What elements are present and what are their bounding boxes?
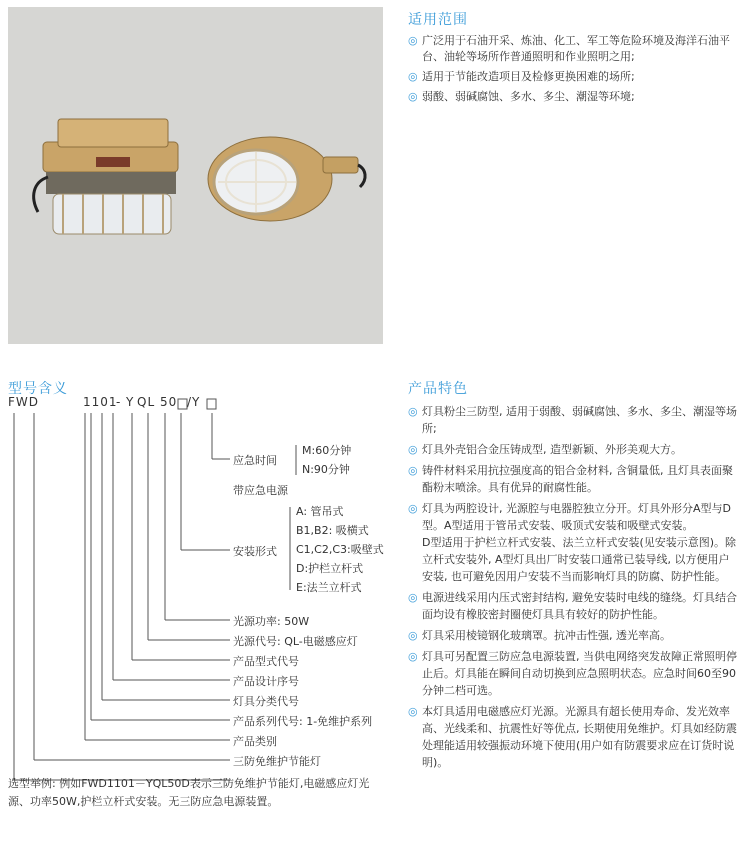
bullet-icon: ◎ (408, 34, 418, 47)
features-list (408, 403, 740, 775)
source-code-label: 光源代号: QL-电磁感应灯 (233, 635, 358, 648)
bullet-icon: ◎ (408, 70, 418, 83)
name-label: 三防免维护节能灯 (233, 755, 321, 768)
lamp-d-type (208, 137, 365, 221)
bullet-icon: ◎ (408, 464, 418, 477)
code-50: 50 (160, 395, 178, 409)
code-1101: 1101 (83, 395, 118, 409)
emergency-time-m: M:60分钟 (302, 444, 352, 457)
design-seq-label: 产品设计序号 (233, 675, 299, 688)
list-item: ◎ 广泛用于石油开采、炼油、化工、军工等危险环境及海洋石油平台、油轮等场所作普通照明和作业照明之用; (408, 34, 730, 63)
install-option-d: D:护栏立杆式 (296, 562, 364, 575)
category-label: 产品类别 (233, 735, 277, 748)
bullet-icon: ◎ (408, 650, 418, 663)
application-title: 适用范围 (408, 12, 468, 28)
list-item: ◎ 灯具采用棱镜钢化玻璃罩。抗冲击性强, 透光率高。 (408, 629, 671, 642)
list-item: ◎ 弱酸、弱碱腐蚀、多水、多尘、潮湿等环境; (408, 90, 635, 103)
series-code-label: 产品系列代号: 1-免维护系列 (233, 715, 373, 728)
emergency-time-label: 应急时间 (233, 454, 277, 467)
d-type-note: D型适用于护栏立杆式安装、法兰立杆式安装(见安装示意图)。除立杆式安装外, A型灯具出厂时安装口通常已装导线, 以方便用户安装, 也可避免因用户安装不当而影响灯具的防腐、防护性能。 (422, 536, 737, 583)
install-option-c: C1,C2,C3:吸壁式 (296, 543, 384, 556)
emergency-power-label: 带应急电源 (233, 484, 288, 497)
model-title: 型号含义 (8, 381, 68, 397)
code-ql: QL (137, 395, 156, 409)
bullet-icon: ◎ (408, 502, 418, 515)
install-option-b: B1,B2: 吸横式 (296, 524, 369, 537)
model-code-diagram (0, 395, 395, 785)
bullet-icon: ◎ (408, 90, 418, 103)
product-photo (8, 7, 383, 344)
bullet-icon: ◎ (408, 629, 418, 642)
code-slash-y: /Y (187, 395, 201, 409)
list-item: ◎ 灯具可另配置三防应急电源装置, 当供电网络突发故障正常照明停止后。灯具能在瞬间自动切换到应急照明状态。应急时间60至90分钟二档可选。 (408, 650, 737, 697)
list-item: ◎ 灯具外壳铝合金压铸成型, 造型新颖、外形美观大方。 (408, 443, 682, 456)
code-y: Y (126, 395, 135, 409)
lamp-illustration (8, 7, 383, 344)
power-label: 光源功率: 50W (233, 615, 310, 628)
form-code-label: 产品型式代号 (233, 655, 299, 668)
list-item: ◎ 灯具为两腔设计, 光源腔与电器腔独立分开。灯具外形分A型与D型。A型适用于管吊式安装、吸顶式安装和吸壁式安装。 D型适用于护栏立杆式安装、法兰立杆式安装(见安装示意图)。除立杆式安装外, A型灯具出厂时安装口通常已装导线, 以方便用户安装, 也可避免因用户安装不当而影响灯具的防腐、防护性能。 (408, 502, 737, 583)
list-item: ◎ 适用于节能改造项目及检修更换困难的场所; (408, 70, 635, 83)
emergency-time-n: N:90分钟 (302, 463, 350, 476)
code-fwd: FWD (8, 395, 40, 409)
code-dash: - (116, 395, 122, 409)
bullet-icon: ◎ (408, 405, 418, 418)
bullet-icon: ◎ (408, 443, 418, 456)
selection-example: 选型举例: 例如FWD1101－YQL50D表示三防免维护节能灯,电磁感应灯光源、功率50W,护栏立杆式安装。无三防应急电源装置。 (8, 777, 370, 808)
bullet-icon: ◎ (408, 705, 418, 718)
list-item: ◎ 灯具粉尘三防型, 适用于弱酸、弱碱腐蚀、多水、多尘、潮湿等场所; (408, 405, 737, 435)
application-list (408, 33, 738, 109)
list-item: ◎ 本灯具适用电磁感应灯光源。光源具有超长使用寿命、发光效率高、光线柔和、抗震性好等优点, 长期使用免维护。灯具如经防震处理能适用较强振动环境下使用(用户如有防震要求应在订货时说明)。 (408, 705, 737, 769)
install-option-e: E:法兰立杆式 (296, 581, 362, 594)
lamp-a-type (34, 119, 178, 234)
features-title: 产品特色 (408, 381, 468, 397)
list-item: ◎ 铸件材料采用抗拉强度高的铝合金材料, 含铜量低, 且灯具表面聚酯粉末喷涂。具有优异的耐腐性能。 (408, 464, 733, 494)
bullet-icon: ◎ (408, 591, 418, 604)
list-item: ◎ 电源进线采用内压式密封结构, 避免安装时电线的缝绕。灯具结合面均设有橡胶密封圈使灯具具有较好的防护性能。 (408, 591, 737, 621)
class-code-label: 灯具分类代号 (233, 695, 299, 708)
install-form-label: 安装形式 (233, 545, 277, 558)
install-option-a: A: 管吊式 (296, 505, 344, 518)
